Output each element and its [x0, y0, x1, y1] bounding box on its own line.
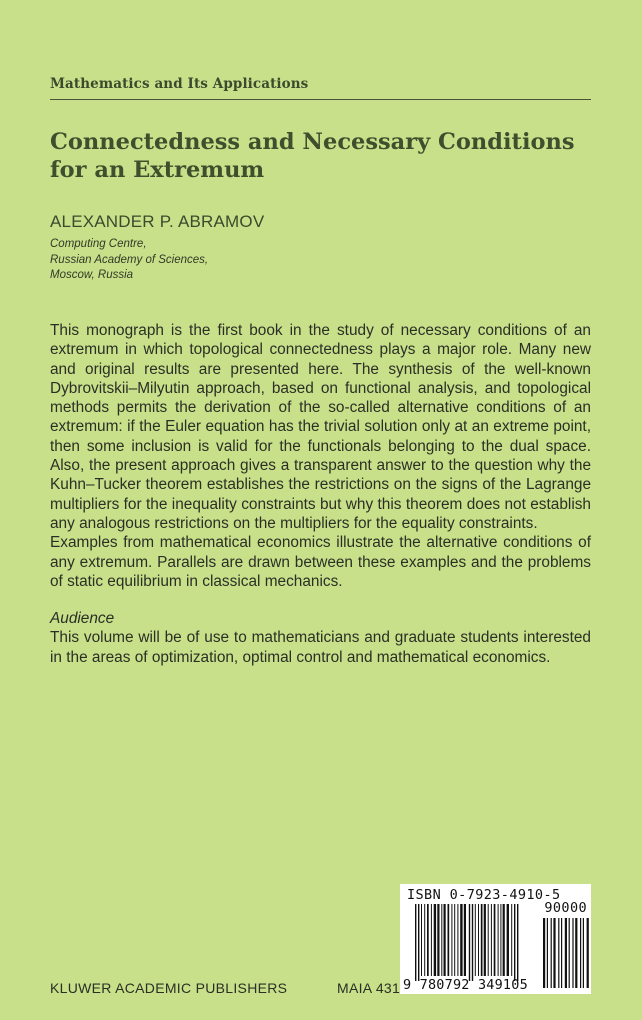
- barcode-bar: [481, 904, 483, 976]
- description-paragraph: This monograph is the first book in the study of necessary conditions of an extremum in which topological connectedness plays a major role. Many new and original results are presented here. The synthesis of the well-known Dybrovitskii–Milyutin approach, based on functional analysis, and topological methods permits the derivation of the so-called alternative conditions of an extremum: if the Euler equation has the trivial solution only at an extreme point, then some inclusion is valid for the functionals belonging to the dual space. Also, the present approach gives a transparent answer to the question why the Kuhn–Tucker theorem establishes the restrictions on the signs of the Lagrange multipliers for the inequality constraints but why this theorem does not establish any analogous restrictions on the multipliers for the equality constraints.: [50, 322, 591, 532]
- barcode-bar: [434, 904, 436, 976]
- barcode-bar: [484, 904, 486, 976]
- barcode-bar: [514, 904, 515, 981]
- barcode-bar: [469, 904, 470, 981]
- author-name: ALEXANDER P. ABRAMOV: [50, 212, 265, 231]
- isbn-label: ISBN 0-7923-4910-5: [407, 887, 561, 903]
- audience-heading: Audience: [50, 610, 115, 628]
- audience-text: This volume will be of use to mathematicians and graduate students interested in the areas of optimization, optimal control and mathematical economics.: [50, 629, 591, 666]
- barcode-bar: [464, 904, 466, 976]
- barcode-bar: [472, 904, 473, 981]
- affiliation-line: Moscow, Russia: [50, 269, 134, 281]
- barcode-bar: [580, 918, 581, 988]
- barcode-bar: [475, 904, 476, 976]
- barcode-bar: [503, 904, 505, 976]
- barcode-bar: [444, 904, 446, 976]
- barcode-bar: [565, 918, 567, 988]
- barcode-bar: [488, 904, 489, 976]
- barcode-bar: [427, 904, 429, 976]
- barcode-bar: [547, 918, 548, 988]
- description: [50, 321, 591, 667]
- barcode-bar: [543, 918, 545, 988]
- barcode-bar: [507, 904, 509, 976]
- barcode-bar: [558, 918, 559, 988]
- barcode-digits: 9 780792 349105: [403, 977, 528, 993]
- barcode-bar: [418, 904, 419, 981]
- barcode-bar: [494, 904, 496, 976]
- series-name: Mathematics and Its Applications: [50, 76, 309, 92]
- barcode-bar: [421, 904, 422, 976]
- barcode-bar: [517, 904, 518, 981]
- isbn-barcode: [400, 884, 591, 994]
- barcode-bar: [437, 904, 439, 976]
- series-code: MAIA 431: [337, 980, 401, 996]
- barcode-bar: [457, 904, 458, 976]
- barcode-bar: [572, 918, 573, 988]
- barcode-bar: [575, 918, 577, 988]
- barcode-bar: [478, 904, 479, 976]
- barcode-bar: [511, 904, 512, 976]
- barcode-bar: [498, 904, 499, 976]
- barcode-bar: [431, 904, 432, 976]
- barcode-bar: [551, 918, 552, 988]
- book-title: Connectedness and Necessary Conditions for an Extremum: [50, 129, 575, 183]
- barcode-bar: [415, 904, 416, 981]
- description-paragraph: Examples from mathematical economics illustrate the alternative conditions of any extremum. Parallels are drawn between these examples and the problems of static equilibrium in classical mechanics.: [50, 534, 591, 590]
- barcode-bar: [569, 918, 570, 988]
- barcode-bar: [460, 904, 462, 976]
- barcode-bar: [441, 904, 442, 976]
- barcode-bar: [583, 918, 584, 988]
- affiliation-line: Computing Centre,: [50, 238, 147, 250]
- barcode-bar: [448, 904, 450, 976]
- affiliation-line: Russian Academy of Sciences,: [50, 253, 209, 266]
- barcode-bar: [424, 904, 425, 976]
- barcode-bar: [500, 904, 501, 976]
- barcode-bar: [553, 918, 555, 988]
- barcode-bar: [451, 904, 452, 976]
- barcode-bar: [454, 904, 455, 976]
- price-code: 90000: [544, 900, 587, 916]
- barcode-bar: [587, 918, 589, 988]
- header-rule: [50, 99, 591, 100]
- barcode-bar: [491, 904, 492, 976]
- publisher-name: KLUWER ACADEMIC PUBLISHERS: [50, 980, 288, 996]
- affiliation: [50, 237, 208, 284]
- barcode-bar: [561, 918, 562, 988]
